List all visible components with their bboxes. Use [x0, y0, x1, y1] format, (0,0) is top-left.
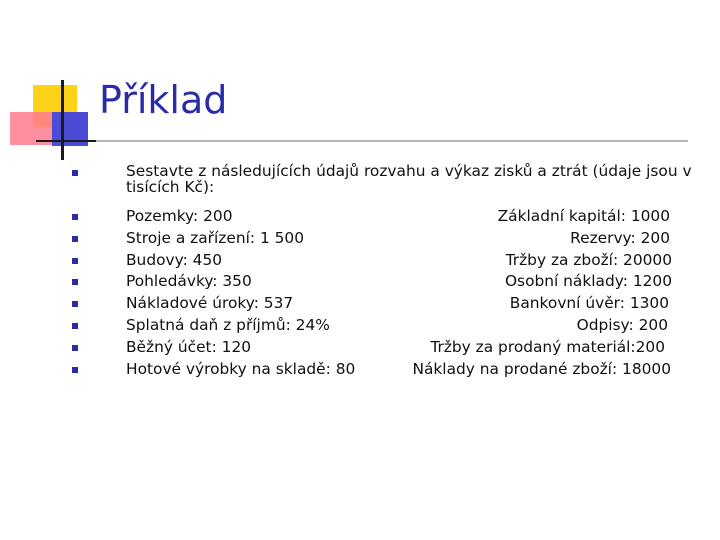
bullet-square-icon	[72, 236, 78, 242]
bullet-square-icon	[72, 323, 78, 329]
list-item	[0, 250, 720, 272]
item-left-text: Běžný účet: 120	[126, 337, 252, 356]
list-item-intro	[0, 162, 720, 206]
bullet-square-icon	[72, 170, 78, 176]
intro-text: Sestavte z následujících údajů rozvahu a výkaz zisků a ztrát (údaje jsou v tisících Kč):	[126, 162, 692, 196]
bullet-square-icon	[72, 345, 78, 351]
item-right-text: Tržby za prodaný materiál:200	[430, 337, 665, 356]
item-right-text: Bankovní úvěr: 1300	[509, 294, 669, 313]
bullet-square-icon	[72, 301, 78, 307]
list-item	[0, 206, 720, 228]
list-item	[0, 337, 720, 359]
item-left-text: Pozemky: 200	[126, 207, 233, 225]
item-right-text: Základní kapitál: 1000	[497, 207, 670, 225]
list-item	[0, 315, 720, 337]
item-left-text: Nákladové úroky: 537	[126, 294, 294, 313]
slide-title: Příklad	[99, 78, 228, 122]
list-item	[0, 271, 720, 293]
item-left-text: Splatná daň z příjmů: 24%	[126, 315, 330, 334]
item-right-text: Tržby za zboží: 20000	[505, 250, 672, 269]
decor-horizontal-line-dark	[36, 140, 98, 142]
item-right-text: Náklady na prodané zboží: 18000	[412, 359, 671, 378]
list-item	[0, 359, 720, 381]
item-right-text: Odpisy: 200	[576, 315, 668, 334]
item-right-text: Osobní náklady: 1200	[504, 272, 672, 291]
item-left-text: Budovy: 450	[126, 250, 223, 269]
bullet-square-icon	[72, 258, 78, 264]
bullet-square-icon	[72, 367, 78, 373]
title-underline	[96, 140, 688, 142]
bullet-square-icon	[72, 214, 78, 220]
item-right-text: Rezervy: 200	[570, 228, 670, 247]
bullet-list	[0, 162, 720, 380]
item-left-text: Pohledávky: 350	[126, 272, 252, 291]
item-left-text: Stroje a zařízení: 1 500	[126, 228, 304, 247]
bullet-square-icon	[72, 279, 78, 285]
item-left-text: Hotové výrobky na skladě: 80	[126, 359, 356, 378]
list-item	[0, 293, 720, 315]
decor-vertical-line	[61, 80, 64, 160]
list-item	[0, 228, 720, 250]
